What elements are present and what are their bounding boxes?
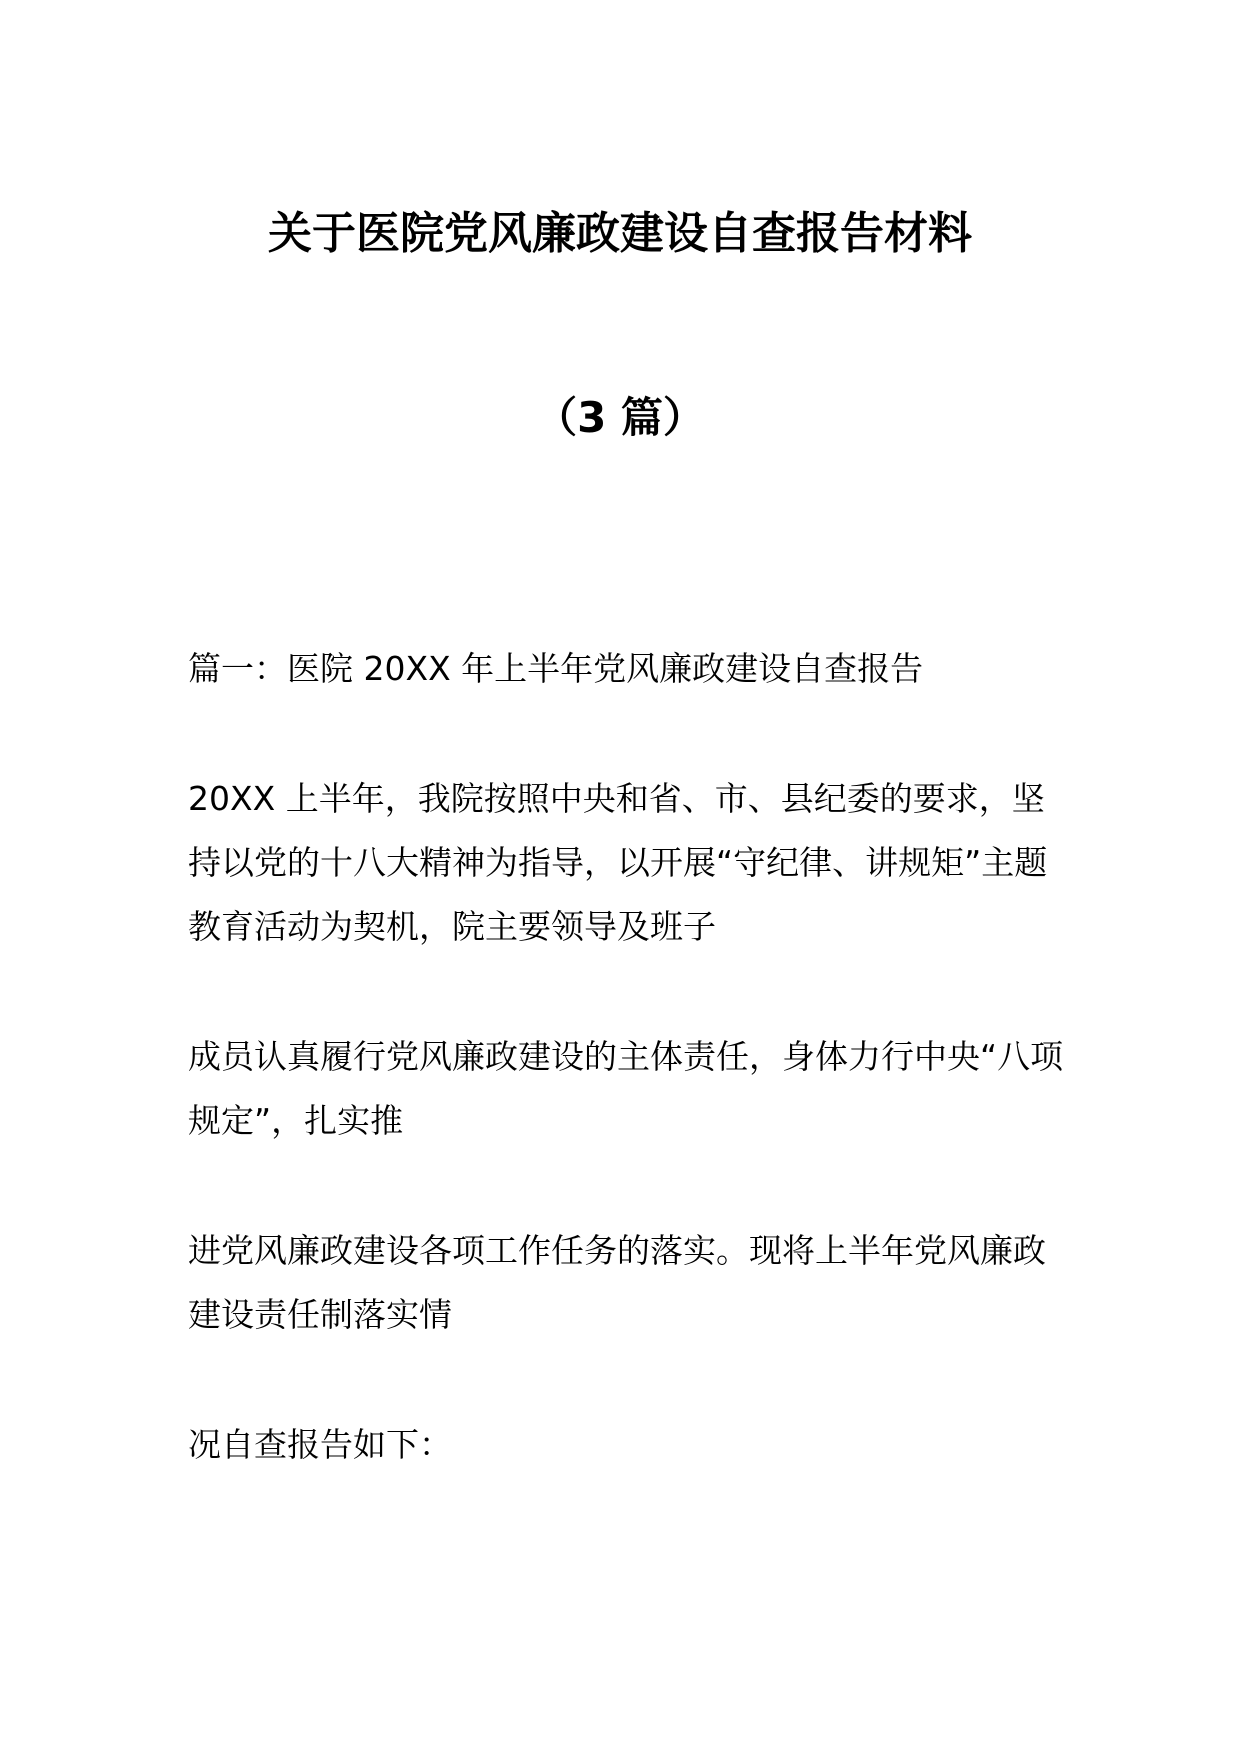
document-title: 关于医院党风廉政建设自查报告材料 [268,208,972,259]
paragraph: 况自查报告如下： [188,1425,452,1464]
paragraph: 进党风廉政建设各项工作任务的落实。现将上半年党风廉政建设责任制落实情 [188,1231,1046,1334]
document-subtitle: （3 篇） [535,393,705,442]
paragraph: 20XX 上半年，我院按照中央和省、市、县纪委的要求，坚持以党的十八大精神为指导，以开展“守纪律、讲规矩”主题教育活动为契机，院主要领导及班子 [188,779,1048,946]
section-heading: 篇一：医院 20XX 年上半年党风廉政建设自查报告 [188,649,924,688]
paragraph: 成员认真履行党风廉政建设的主体责任，身体力行中央“八项规定”，扎实推 [188,1037,1064,1140]
